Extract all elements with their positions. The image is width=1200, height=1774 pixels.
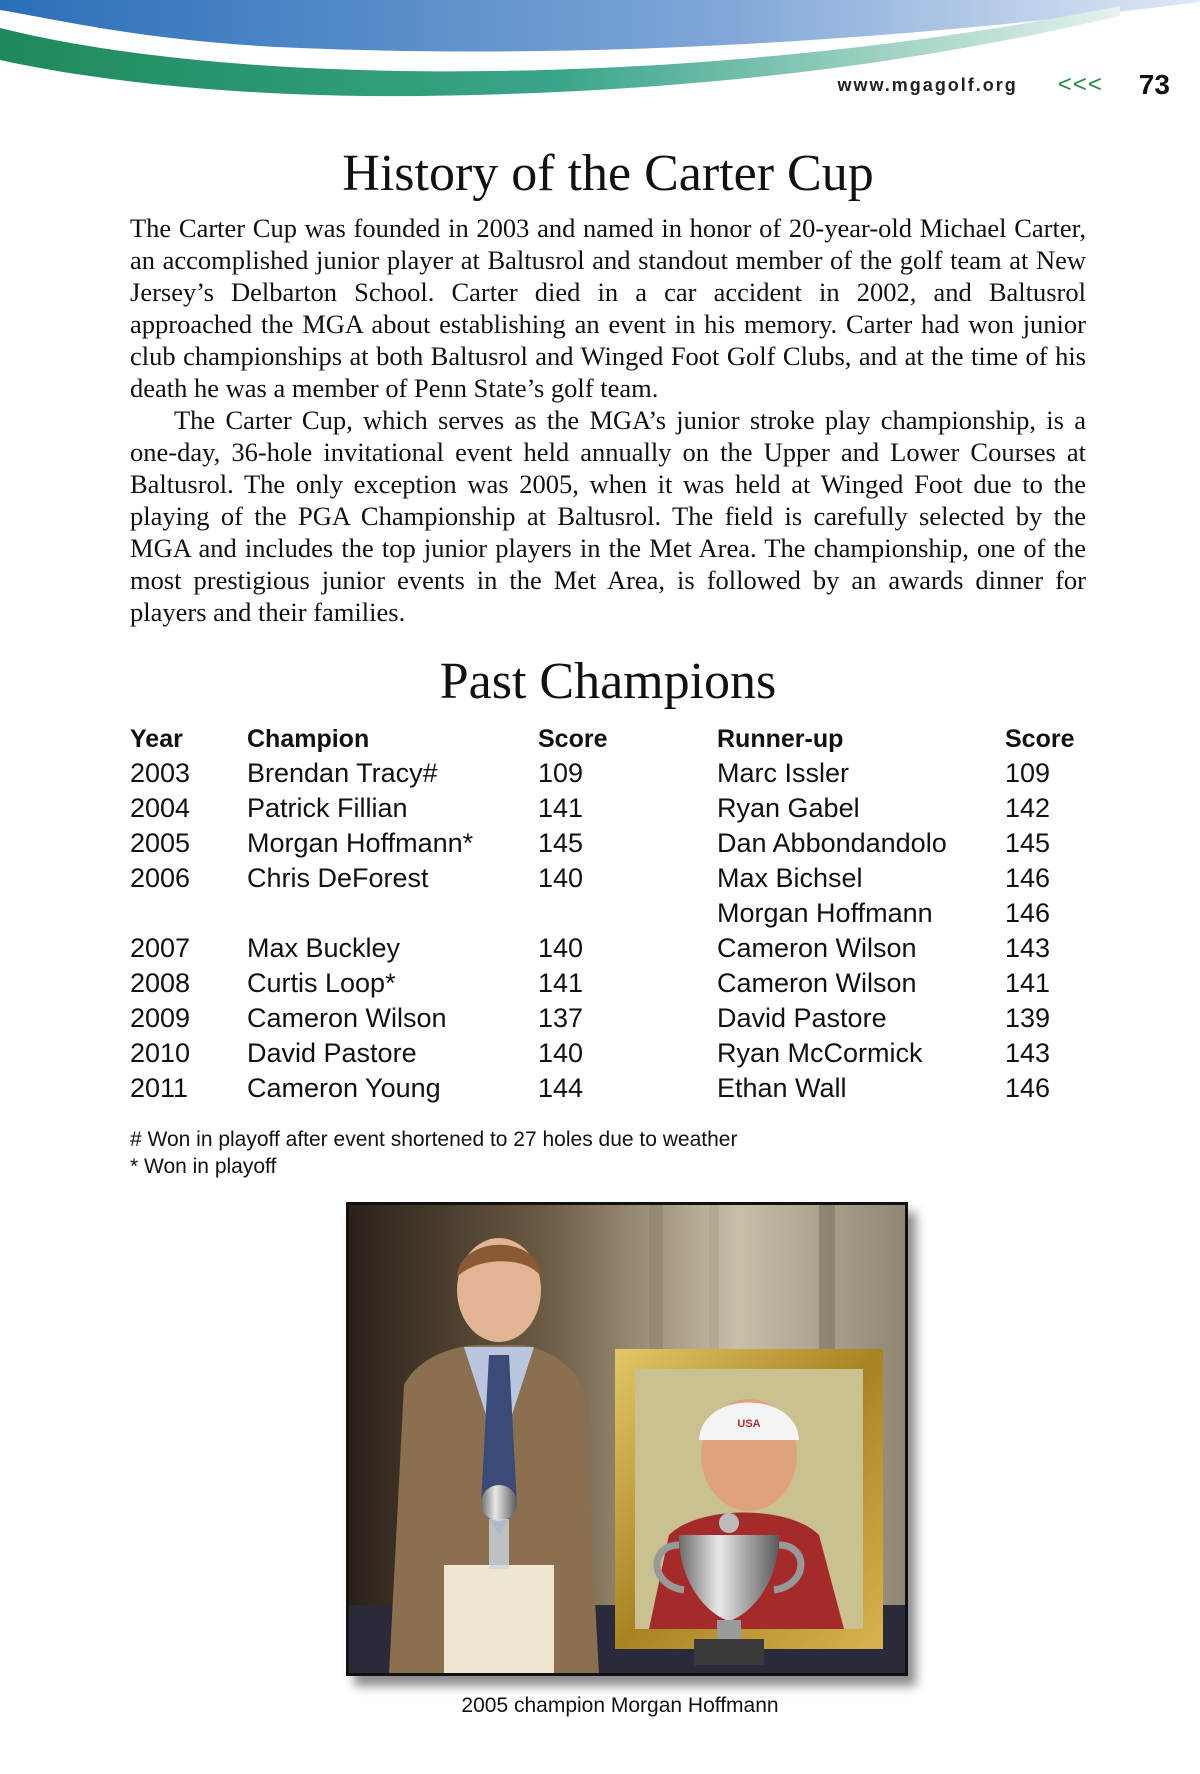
runner-up-cell: Cameron Wilson <box>717 968 917 998</box>
runner-score-cell: 146 <box>1005 863 1051 893</box>
runner-up-cell: David Pastore <box>717 1003 887 1033</box>
champion-cell: Max Buckley <box>247 933 401 963</box>
header-year: Year <box>130 724 183 753</box>
year-cell: 2009 <box>130 1003 191 1033</box>
table-row <box>130 1001 1086 1036</box>
score-cell: 140 <box>538 1038 584 1068</box>
table-row <box>130 896 1086 931</box>
runner-up-cell: Cameron Wilson <box>717 933 917 963</box>
header-runner-up: Runner-up <box>717 724 844 753</box>
runner-score-cell: 146 <box>1005 1073 1051 1103</box>
table-row <box>130 791 1086 826</box>
year-cell <box>130 896 247 931</box>
table-row <box>130 1036 1086 1071</box>
score-cell: 141 <box>538 793 584 823</box>
table-row <box>130 826 1086 861</box>
page-header <box>837 70 1170 100</box>
score-cell: 141 <box>538 968 584 998</box>
score-cell: 140 <box>538 933 584 963</box>
score-cell: 145 <box>538 828 584 858</box>
runner-up-cell: Ryan McCormick <box>717 1038 923 1068</box>
runner-score-cell: 139 <box>1005 1003 1051 1033</box>
champion-cell: Morgan Hoffmann* <box>247 828 474 858</box>
champion-cell: Patrick Fillian <box>247 793 408 823</box>
history-paragraph-2: The Carter Cup, which serves as the MGA’s junior stroke play championship, is a one-day, 36-hole invitational event held annually on the Upper and Lower Courses at Baltusrol. The only exception was 2005, when it was held at Winged Foot due to the playing of the PGA Championship at Baltusrol. The field is carefully selected by the MGA and includes the top junior players in the Met Area. The championship, one of the most prestigious junior events in the Met Area, is followed by an awards dinner for players and their families. <box>130 405 1086 627</box>
runner-up-cell: Ryan Gabel <box>717 793 860 823</box>
champion-cell: Chris DeForest <box>247 863 429 893</box>
footnote-playoff: * Won in playoff <box>130 1155 277 1178</box>
champion-cell: Cameron Wilson <box>247 1003 447 1033</box>
past-champions-title: Past Champions <box>439 653 777 710</box>
year-cell: 2008 <box>130 968 191 998</box>
year-cell: 2004 <box>130 793 191 823</box>
runner-score-cell: 143 <box>1005 1038 1051 1068</box>
champion-cell: Cameron Young <box>247 1073 441 1103</box>
site-url: www.mgagolf.org <box>837 74 1018 95</box>
table-row <box>130 966 1086 1001</box>
page-number: 73 <box>1138 69 1170 100</box>
score-cell: 109 <box>538 758 584 788</box>
runner-score-cell: 142 <box>1005 793 1051 823</box>
score-cell <box>538 896 717 931</box>
header-runner-score: Score <box>1005 724 1075 753</box>
runner-up-cell: Max Bichsel <box>717 863 863 893</box>
year-cell: 2006 <box>130 863 191 893</box>
history-title: History of the Carter Cup <box>342 145 874 202</box>
runner-score-cell: 143 <box>1005 933 1051 963</box>
history-paragraph-1: The Carter Cup was founded in 2003 and named in honor of 20-year-old Michael Carter, an accomplished junior player at Baltusrol and standout member of the golf team at New Jersey’s Delbarton School. Carter died in a car accident in 2002, and Baltusrol approached the MGA about establishing an event in his memory. Carter had won junior club championships at both Baltusrol and Winged Foot Golf Clubs, and at the time of his death he was a member of Penn State’s golf team. <box>130 213 1086 403</box>
runner-score-cell: 145 <box>1005 828 1051 858</box>
score-cell: 140 <box>538 863 584 893</box>
score-cell: 137 <box>538 1003 584 1033</box>
runner-score-cell: 109 <box>1005 758 1051 788</box>
year-cell: 2010 <box>130 1038 191 1068</box>
champion-cell <box>247 896 538 931</box>
table-row <box>130 861 1086 896</box>
table-row <box>130 756 1086 791</box>
year-cell: 2003 <box>130 758 191 788</box>
champion-cell: David Pastore <box>247 1038 417 1068</box>
chevron-left-icon: <<< <box>1057 71 1103 98</box>
runner-up-cell: Ethan Wall <box>717 1073 847 1103</box>
table-row <box>130 931 1086 966</box>
champion-cell: Curtis Loop* <box>247 968 396 998</box>
runner-up-cell: Marc Issler <box>717 758 850 788</box>
cap-logo-text: USA <box>737 1418 761 1430</box>
year-cell: 2011 <box>130 1073 189 1103</box>
table-footnotes <box>130 1126 1086 1180</box>
table-header-row <box>130 722 1086 756</box>
score-cell: 144 <box>538 1073 584 1103</box>
runner-score-cell: 146 <box>1005 898 1051 928</box>
history-body <box>130 212 1086 628</box>
year-cell: 2005 <box>130 828 191 858</box>
footnote-playoff-weather: # Won in playoff after event shortened to 27 holes due to weather <box>130 1128 738 1151</box>
champion-cell: Brendan Tracy# <box>247 758 438 788</box>
photo-caption: 2005 champion Morgan Hoffmann <box>461 1694 779 1717</box>
year-cell: 2007 <box>130 933 191 963</box>
runner-score-cell: 141 <box>1005 968 1051 998</box>
champion-photo <box>346 1202 908 1676</box>
header-score: Score <box>538 724 608 753</box>
header-swoosh-graphic <box>0 0 1200 120</box>
champions-table <box>130 722 1086 1106</box>
runner-up-cell: Morgan Hoffmann <box>717 898 933 928</box>
table-row <box>130 1071 1086 1106</box>
champion-photo-illustration <box>349 1205 905 1673</box>
header-champion: Champion <box>247 724 370 753</box>
runner-up-cell: Dan Abbondandolo <box>717 828 947 858</box>
